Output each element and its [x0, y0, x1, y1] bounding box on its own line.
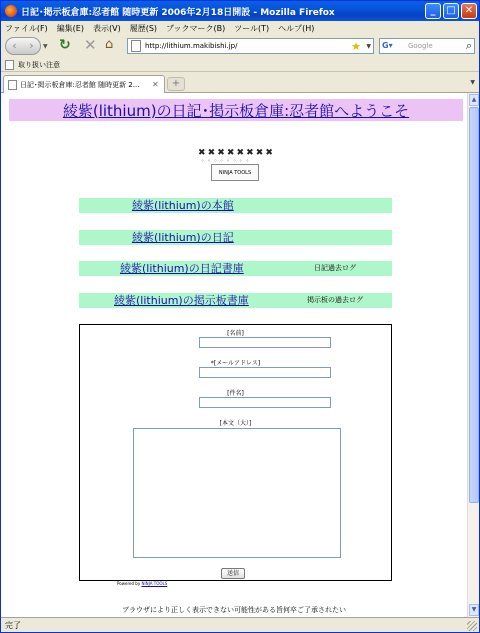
forward-icon[interactable]: ›: [29, 39, 34, 52]
tab-bar: [1, 73, 479, 93]
history-dropdown-icon[interactable]: ▼: [43, 43, 48, 50]
link-diary-archive[interactable]: 綾紫(lithium)の日記書庫: [120, 262, 244, 275]
search-input[interactable]: Google: [408, 42, 433, 50]
tab-label: 日記･掲示板倉庫:忍者館 随時更新 2...: [20, 80, 140, 89]
tab-list-icon[interactable]: ▼: [470, 79, 475, 86]
welcome-link[interactable]: 綾紫(lithium)の日記･掲示板倉庫:忍者館へようこそ: [62, 101, 410, 120]
welcome-banner: [9, 99, 463, 121]
stop-icon[interactable]: ✕: [84, 36, 97, 54]
link-row-main: [79, 198, 392, 213]
back-icon[interactable]: ‹: [12, 39, 17, 52]
link-bbs-archive[interactable]: 綾紫(lithium)の掲示板書庫: [114, 294, 249, 307]
reload-icon[interactable]: ↻: [59, 37, 71, 53]
home-icon[interactable]: ⌂: [105, 37, 114, 52]
tab-close-icon[interactable]: ✕: [152, 80, 159, 89]
bookmarks-toolbar: [1, 58, 479, 72]
tab-active[interactable]: [3, 75, 165, 93]
minimize-button[interactable]: _: [425, 3, 441, 19]
diary-archive-note: 日記過去ログ: [314, 264, 356, 272]
counter-digit-icon: ✖: [207, 148, 215, 158]
search-icon[interactable]: ⌕: [465, 39, 472, 52]
bbs-archive-note: 掲示板の過去ログ: [307, 296, 363, 304]
link-row-diary-archive: [79, 261, 392, 276]
menu-tools[interactable]: ツール(T): [234, 23, 270, 33]
maximize-button[interactable]: □: [443, 3, 459, 19]
name-label: [名前]: [227, 330, 244, 337]
bookmark-star-icon[interactable]: ★: [351, 40, 361, 53]
body-label: [本文（大）]: [219, 420, 252, 427]
counter-digit-icon: ✖: [265, 148, 272, 158]
scroll-up-icon[interactable]: ▲: [469, 94, 479, 106]
vertical-scrollbar[interactable]: [467, 93, 479, 617]
google-icon[interactable]: G▾: [382, 41, 393, 50]
counter-digit-icon: ✖: [236, 148, 244, 158]
counter-digit-icon: ✖: [246, 148, 253, 158]
subject-field[interactable]: [199, 397, 331, 408]
post-form: [79, 324, 392, 581]
submit-button[interactable]: 送信: [221, 568, 245, 579]
window-title: 日記･掲示板倉庫:忍者館 随時更新 2006年2月18日開設 - Mozilla Firefox: [21, 7, 335, 18]
counter-subtext: ⁘⁘⁘⁘⁘⁘⁘⁘: [201, 158, 252, 163]
navigation-toolbar: [1, 35, 479, 57]
ninja-tools-badge[interactable]: NINJA TOOLS: [211, 164, 259, 181]
counter-digit-icon: ✖: [217, 148, 224, 158]
email-field[interactable]: [199, 367, 331, 378]
bookmark-item[interactable]: 取り扱い注意: [18, 60, 60, 69]
resize-grip-icon[interactable]: [467, 621, 477, 631]
menu-bookmarks[interactable]: ブックマーク(B): [166, 23, 226, 33]
firefox-icon: [5, 5, 17, 17]
link-main-site[interactable]: 綾紫(lithium)の本館: [132, 199, 234, 212]
url-text[interactable]: http://lithium.makibishi.jp/: [145, 42, 238, 50]
counter-digit-icon: ✖: [198, 148, 205, 158]
search-bar[interactable]: [379, 38, 475, 54]
email-label: *[メールアドレス]: [210, 360, 261, 367]
subject-label: [件名]: [227, 390, 244, 397]
scroll-thumb[interactable]: [469, 107, 479, 503]
link-row-bbs-archive: [79, 293, 392, 308]
counter-digit-icon: ✖: [255, 148, 263, 158]
powered-by: [117, 581, 167, 586]
menu-file[interactable]: ファイル(F): [5, 23, 48, 33]
url-dropdown-icon[interactable]: ▼: [366, 43, 371, 50]
menu-view[interactable]: 表示(V): [92, 23, 121, 33]
name-field[interactable]: [199, 337, 331, 348]
menu-edit[interactable]: 編集(E): [56, 23, 84, 33]
status-bar: [1, 617, 479, 632]
body-textarea[interactable]: [133, 428, 341, 558]
powered-link[interactable]: NINJA TOOLS: [141, 581, 168, 586]
page-content: [1, 93, 467, 617]
menu-history[interactable]: 履歴(S): [129, 23, 158, 33]
title-bar: [1, 1, 479, 21]
scroll-down-icon[interactable]: ▼: [469, 604, 479, 616]
menu-help[interactable]: ヘルプ(H): [278, 23, 315, 33]
powered-prefix: Powered by: [117, 581, 142, 586]
tab-page-icon: [8, 80, 17, 90]
new-tab-button[interactable]: +: [167, 77, 185, 91]
browser-notice: ブラウザにより正しく表示できない可能性がある旨何卒ご了承されたい: [122, 606, 346, 614]
bookmark-page-icon: [5, 60, 14, 70]
page-icon: [131, 40, 141, 52]
menu-bar: [1, 21, 479, 35]
address-bar[interactable]: [127, 38, 374, 54]
status-text: 完了: [5, 620, 21, 630]
link-row-diary: [79, 230, 392, 245]
link-diary[interactable]: 綾紫(lithium)の日記: [132, 231, 234, 244]
counter-digit-icon: ✖: [226, 148, 234, 158]
back-forward-buttons: [5, 37, 41, 55]
close-button[interactable]: ✕: [461, 3, 477, 19]
